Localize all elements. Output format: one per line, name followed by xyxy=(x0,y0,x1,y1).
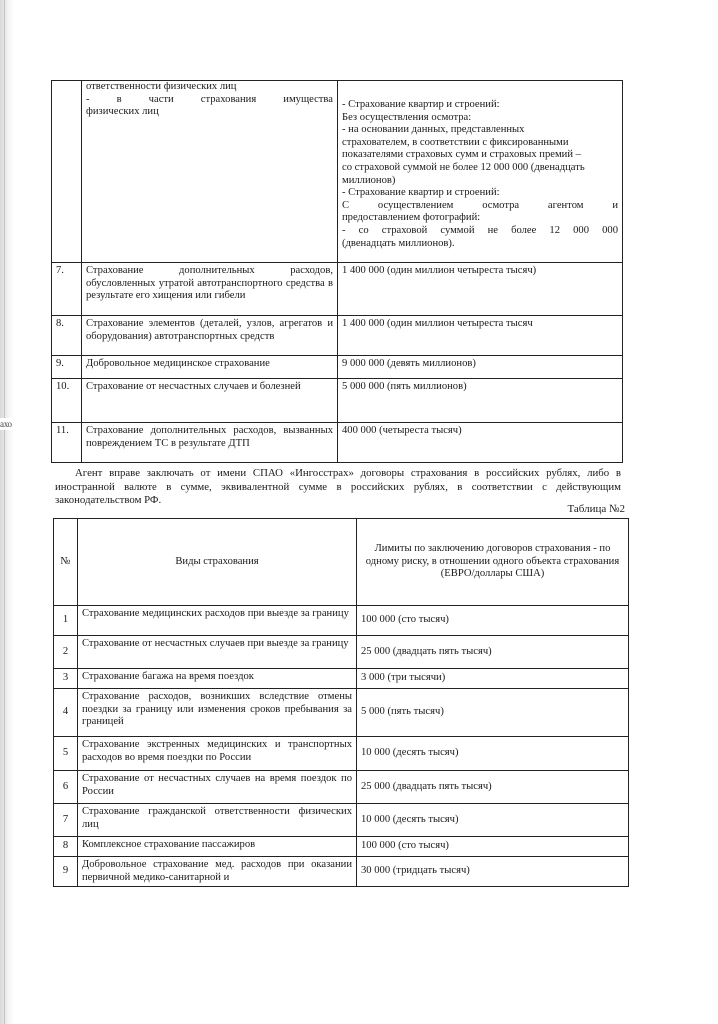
row-number-cell: 11. xyxy=(52,423,82,463)
insurance-type-cell: Добровольное страхование мед. расходов при оказании первичной медико-санитарной и xyxy=(78,857,357,887)
cell-text-line: - Страхование квартир и строений: xyxy=(342,187,500,199)
cell-text-line: (двенадцать миллионов). xyxy=(342,237,455,249)
column-header-num: № xyxy=(54,519,78,606)
limit-cell: 25 000 (двадцать пять тысяч) xyxy=(357,636,629,669)
insurance-type-cell: Страхование дополнительных расходов, обусловленных утратой автотранспортного средства в результате его хищения или гибели xyxy=(82,263,338,316)
row-number-cell xyxy=(52,81,82,263)
row-number-cell: 7. xyxy=(52,263,82,316)
limit-cell: 100 000 (сто тысяч) xyxy=(357,837,629,857)
insurance-type-cell: Страхование расходов, возникших вследствие отмены поездки за границу или изменения сроков пребывания за границей xyxy=(78,689,357,737)
agent-rights-paragraph: Агент вправе заключать от имени СПАО «Ингосстрах» договоры страхования в российских рублях, либо в иностранной валюте в сумме, эквивалентной сумме в российских рублях, в соответствии с действующим законодательством РФ. xyxy=(55,467,621,506)
cell-text-line: показателями страховых сумм и страховых премий – xyxy=(342,149,581,161)
cell-text-line: со страховой суммой не более 12 000 000 (двенадцать xyxy=(342,161,585,173)
table-row xyxy=(52,356,623,379)
limit-cell: 3 000 (три тысячи) xyxy=(357,669,629,689)
column-header-type: Виды страхования xyxy=(78,519,357,606)
cell-text-line: предоставлением фотографий: xyxy=(342,212,481,224)
row-number-cell: 4 xyxy=(54,689,78,737)
limits-table-foreign xyxy=(53,518,629,887)
table-row xyxy=(52,379,623,423)
insurance-type-cell: Страхование багажа на время поездок xyxy=(78,669,357,689)
cell-text-line: - Страхование квартир и строений: xyxy=(342,99,500,110)
cell-text-line: С осуществлением осмотра агентом и xyxy=(342,199,618,211)
insurance-type-cell: Страхование от несчастных случаев и болезней xyxy=(82,379,338,423)
table-row xyxy=(52,316,623,356)
cell-text-line: ответственности физических лиц xyxy=(86,81,237,92)
insurance-type-cell xyxy=(82,81,338,263)
insurance-type-cell: Страхование гражданской ответственности физических лиц xyxy=(78,804,357,837)
row-number-cell: 1 xyxy=(54,606,78,636)
table-row xyxy=(54,737,629,771)
limit-cell: 5 000 (пять тысяч) xyxy=(357,689,629,737)
insurance-type-cell: Страхование дополнительных расходов, вызванных повреждением ТС в результате ДТП xyxy=(82,423,338,463)
row-number-cell: 7 xyxy=(54,804,78,837)
row-number-cell: 8. xyxy=(52,316,82,356)
insurance-type-cell: Страхование медицинских расходов при выезде за границу xyxy=(78,606,357,636)
row-number-cell: 8 xyxy=(54,837,78,857)
column-header-limit: Лимиты по заключению договоров страхования - по одному риску, в отношении одного объекта страхования (ЕВРО/доллары США) xyxy=(357,519,629,606)
limits-table-rub xyxy=(51,80,623,463)
row-number-cell: 10. xyxy=(52,379,82,423)
row-number-cell: 3 xyxy=(54,669,78,689)
row-number-cell: 9 xyxy=(54,857,78,887)
table-row xyxy=(54,636,629,669)
cell-text-line: - на основании данных, представленных xyxy=(342,124,525,136)
table-header-row xyxy=(54,519,629,606)
limit-cell: 400 000 (четыреста тысяч) xyxy=(338,423,623,463)
limit-cell: 30 000 (тридцать тысяч) xyxy=(357,857,629,887)
limit-cell: 1 400 000 (один миллион четыреста тысяч) xyxy=(338,263,623,316)
row-number-cell: 6 xyxy=(54,771,78,804)
table-row xyxy=(52,263,623,316)
table-row xyxy=(52,81,623,263)
limit-cell: 25 000 (двадцать пять тысяч) xyxy=(357,771,629,804)
cell-text-line: миллионов) xyxy=(342,174,396,186)
table-row xyxy=(54,804,629,837)
cell-text-line: Без осуществления осмотра: xyxy=(342,111,472,123)
table-row xyxy=(54,837,629,857)
row-number-cell: 2 xyxy=(54,636,78,669)
limit-cell: 10 000 (десять тысяч) xyxy=(357,737,629,771)
insurance-type-cell: Страхование экстренных медицинских и транспортных расходов во время поездки по России xyxy=(78,737,357,771)
table-row xyxy=(54,606,629,636)
table-row xyxy=(54,857,629,887)
insurance-type-cell: Комплексное страхование пассажиров xyxy=(78,837,357,857)
side-stamp-label: ахо xyxy=(0,419,12,429)
limit-cell: 10 000 (десять тысяч) xyxy=(357,804,629,837)
insurance-type-cell: Страхование от несчастных случаев на время поездок по России xyxy=(78,771,357,804)
table-row xyxy=(54,771,629,804)
row-number-cell: 9. xyxy=(52,356,82,379)
cell-text-line: - со страховой суммой не более 12 000 000 xyxy=(342,224,618,236)
limit-cell: 5 000 000 (пять миллионов) xyxy=(338,379,623,423)
cell-text-line: страхователем, в соответствии с фиксированными xyxy=(342,136,569,148)
limit-cell: 1 400 000 (один миллион четыреста тысяч xyxy=(338,316,623,356)
insurance-type-cell: Страхование элементов (деталей, узлов, агрегатов и оборудования) автотранспортных средств xyxy=(82,316,338,356)
limit-cell: 9 000 000 (девять миллионов) xyxy=(338,356,623,379)
scan-page-edge xyxy=(0,0,14,1024)
cell-text-line: физических лиц xyxy=(86,106,159,118)
table-caption: Таблица №2 xyxy=(567,503,625,515)
limit-cell xyxy=(338,81,623,263)
insurance-type-cell: Страхование от несчастных случаев при выезде за границу xyxy=(78,636,357,669)
row-number-cell: 5 xyxy=(54,737,78,771)
table-row xyxy=(52,423,623,463)
insurance-type-cell: Добровольное медицинское страхование xyxy=(82,356,338,379)
cell-text-line: - в части страхования имущества xyxy=(86,93,333,105)
table-row xyxy=(54,669,629,689)
table-row xyxy=(54,689,629,737)
limit-cell: 100 000 (сто тысяч) xyxy=(357,606,629,636)
